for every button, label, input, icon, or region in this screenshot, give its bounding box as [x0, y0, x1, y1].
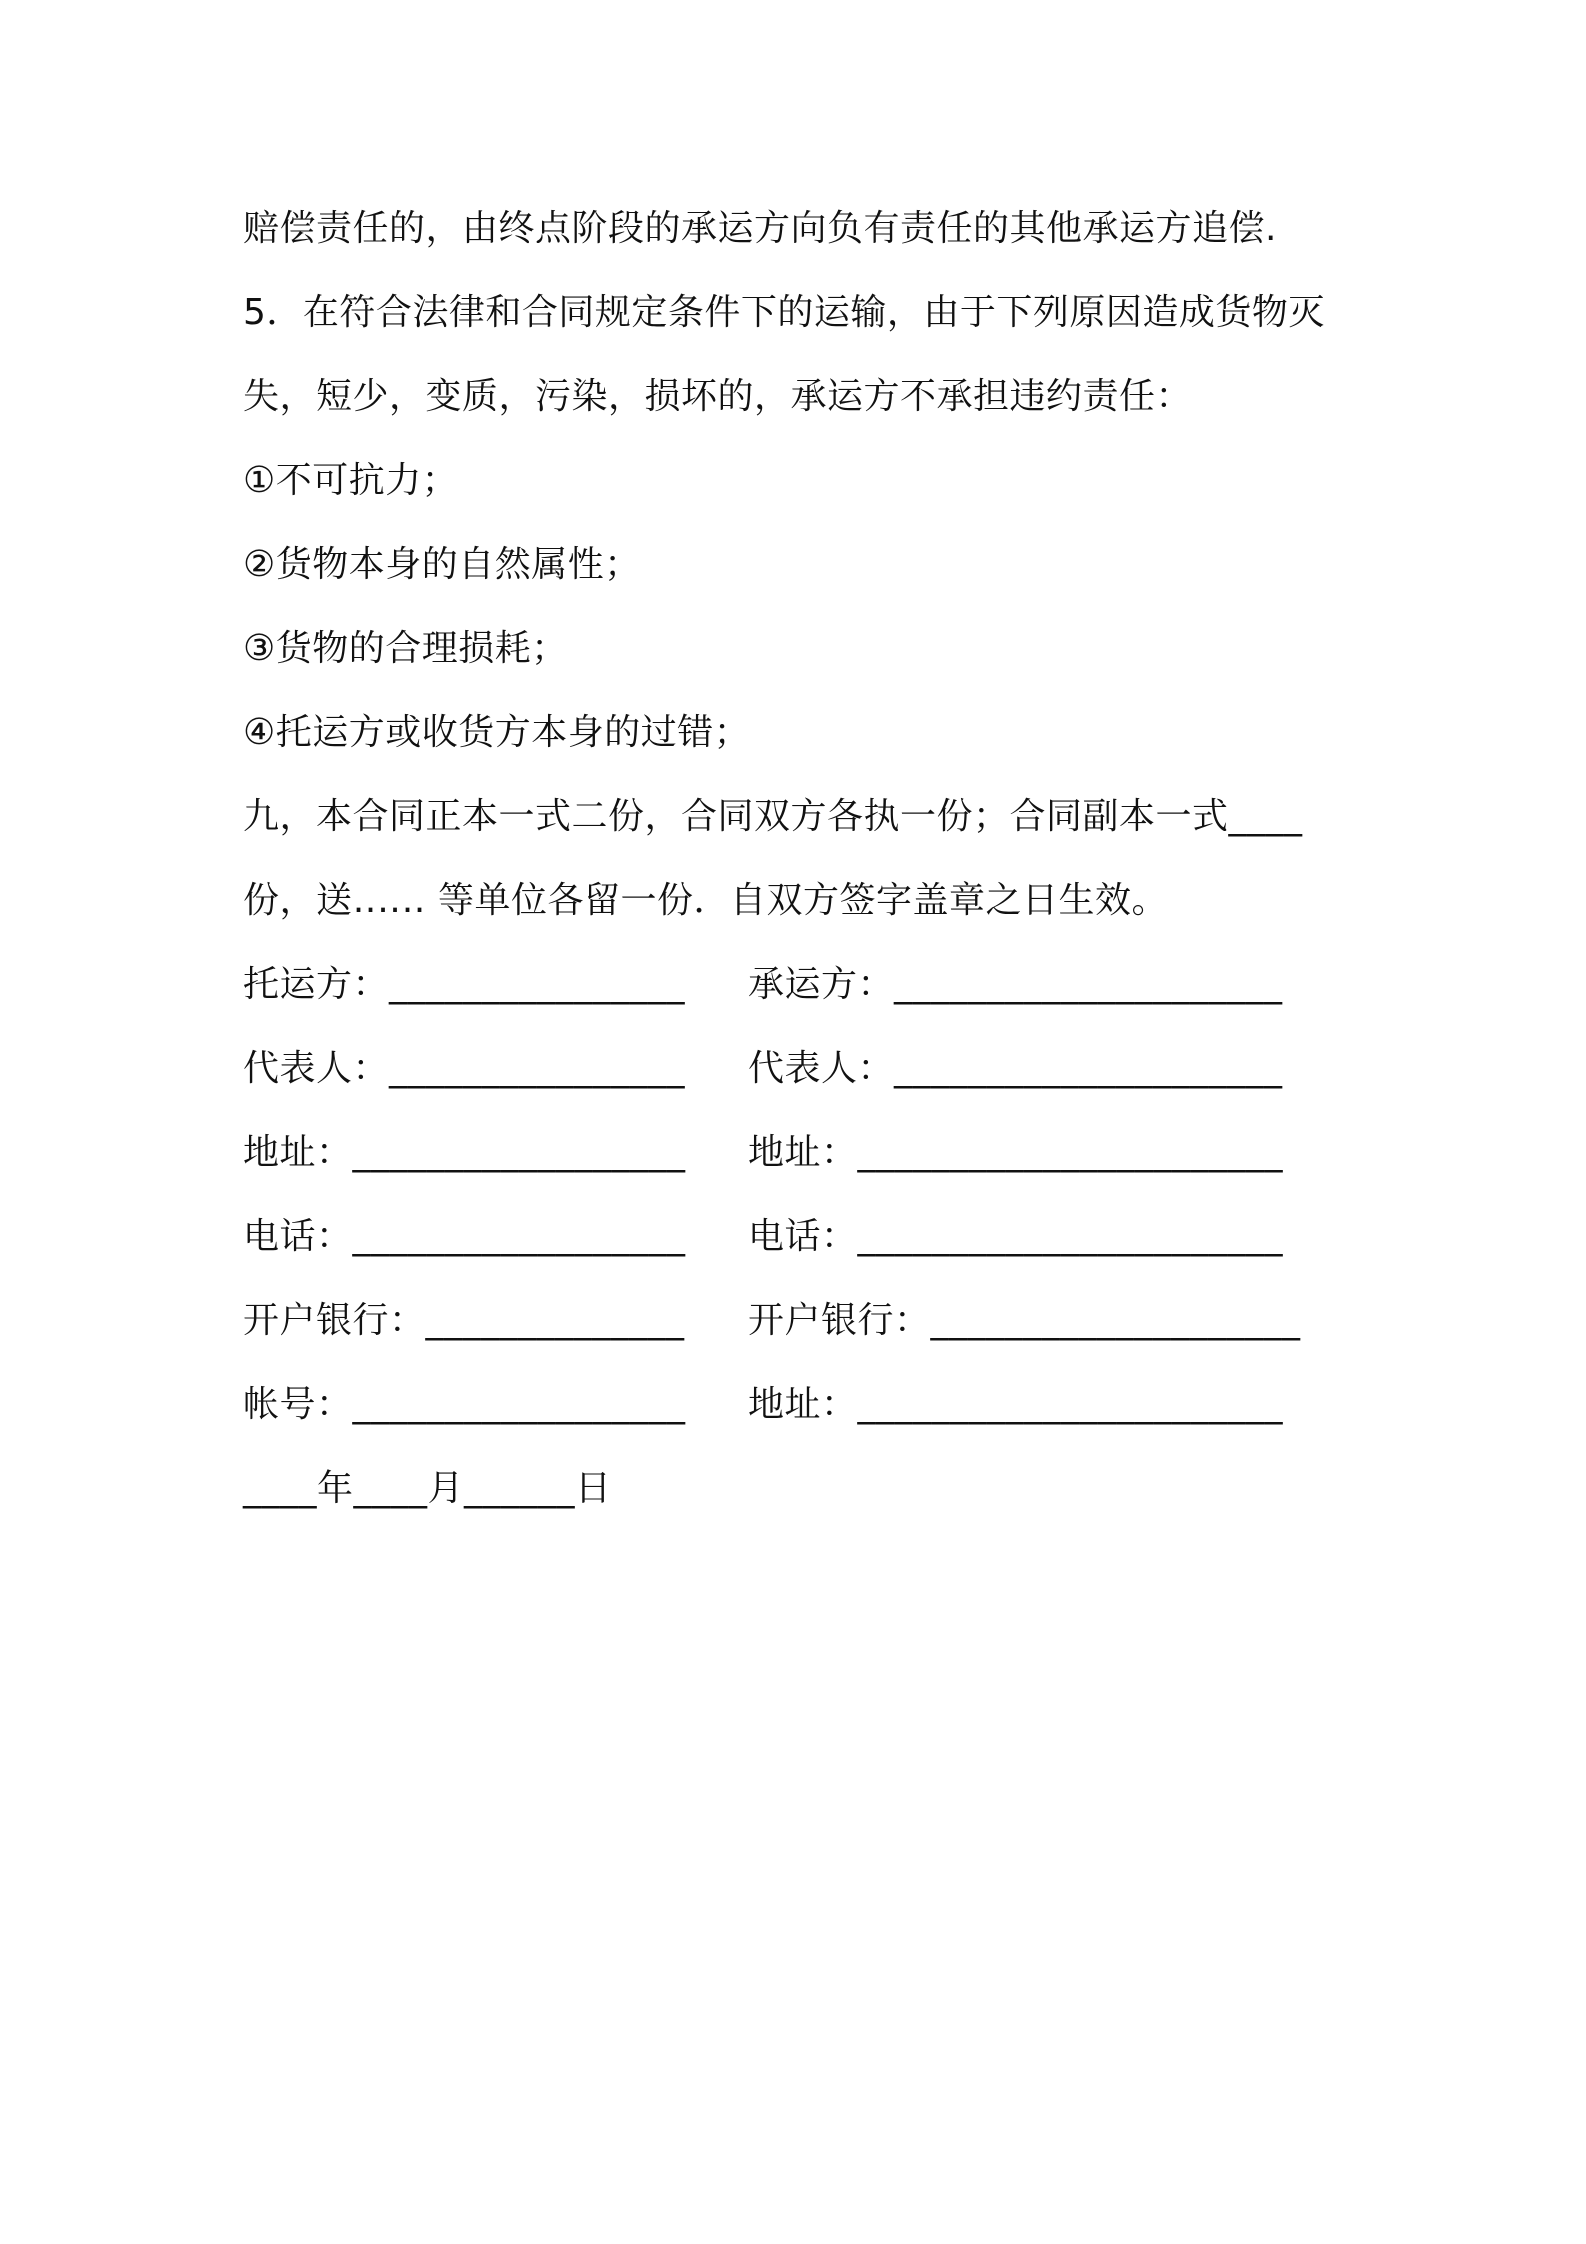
shipper-address-field: 地址：__________________ — [243, 1132, 686, 1173]
shipper-field: 托运方：________________ — [243, 964, 686, 1005]
shipper-phone-field: 电话：__________________ — [243, 1216, 686, 1257]
carrier-phone-field: 电话：_______________________ — [748, 1216, 1284, 1257]
carrier-bank-field: 开户银行：____________________ — [748, 1300, 1301, 1341]
paragraph-clause-5-line-2: 失，短少，变质，污染，损坏的，承运方不承担违约责任： — [243, 376, 1193, 417]
carrier-address-field: 地址：_______________________ — [748, 1132, 1284, 1173]
shipper-bank-field: 开户银行：______________ — [243, 1300, 685, 1341]
shipper-account-field: 帐号：__________________ — [243, 1384, 686, 1425]
shipper-representative-field: 代表人：________________ — [243, 1048, 686, 1089]
paragraph-liability-continuation: 赔偿责任的，由终点阶段的承运方向负有责任的其他承运方追偿. — [243, 208, 1277, 249]
carrier-representative-field: 代表人：_____________________ — [748, 1048, 1283, 1089]
paragraph-clause-9-line-1: 九，本合同正本一式二份，合同双方各执一份；合同副本一式____ — [243, 796, 1303, 837]
paragraph-clause-5-line-1: 5．在符合法律和合同规定条件下的运输，由于下列原因造成货物灭 — [243, 292, 1325, 333]
carrier-field: 承运方：_____________________ — [748, 964, 1283, 1005]
list-item-reasonable-loss: ③货物的合理损耗； — [243, 628, 568, 669]
list-item-party-fault: ④托运方或收货方本身的过错； — [243, 712, 751, 753]
list-item-force-majeure: ①不可抗力； — [243, 460, 459, 501]
carrier-address-2-field: 地址：_______________________ — [748, 1384, 1284, 1425]
date-line: ____年____月______日 — [243, 1468, 612, 1509]
list-item-natural-property: ②货物本身的自然属性； — [243, 544, 641, 585]
paragraph-clause-9-line-2: 份，送‥‥‥ 等单位各留一份．自双方签字盖章之日生效。 — [243, 880, 1169, 921]
